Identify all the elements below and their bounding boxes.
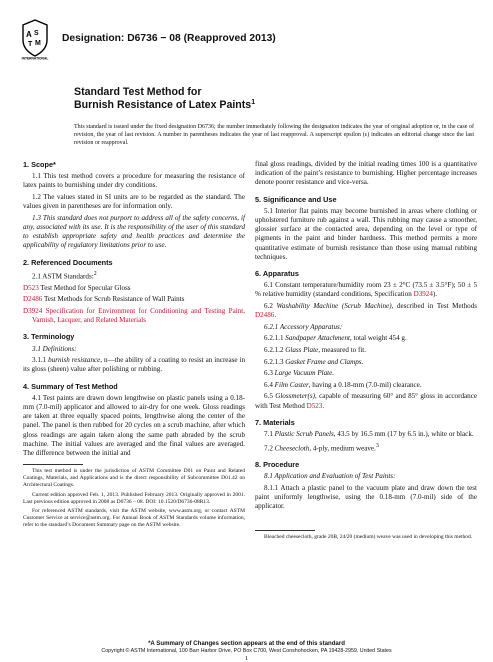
- summary-continued: final gloss readings, divided by the initial reading times 100 is a quantitative indication of the paint’s resistance to burnishing. Higher percentage increases denote poorer resistance and vice-versa.: [255, 160, 477, 187]
- apparatus-6-2-1-2: 6.2.1.2 Glass Plate, measured to fit.: [264, 346, 367, 355]
- materials-heading: 7. Materials: [255, 417, 295, 427]
- link-d2486[interactable]: D2486: [23, 295, 43, 304]
- title-line1: Standard Test Method for: [74, 86, 202, 98]
- summary-heading: 4. Summary of Test Method: [23, 381, 118, 391]
- left-column: [23, 160, 245, 531]
- footnote-divider: [23, 464, 83, 465]
- apparatus-heading: 6. Apparatus: [255, 269, 299, 279]
- svg-text:S: S: [34, 30, 39, 37]
- page-title: [74, 86, 414, 112]
- scope-1-2: 1.2 The values stated in SI units are to be regarded as the standard. The values given in parentheses are for information only.: [23, 193, 245, 211]
- terminology-heading: 3. Terminology: [23, 332, 75, 342]
- preface: This standard is issued under the fixed designation D6736; the number immediately following the designation indicates the year of original adoption or, in the case of revision, the year of last revision. A number in parentheses indicates the year of last reapproval. A superscript epsilon (ε) indicates an editorial change since the last revision or reapproval.: [74, 124, 474, 146]
- link-d523-method[interactable]: D523: [306, 401, 323, 410]
- page-number: 1: [244, 655, 249, 662]
- materials-7-1: 7.1 Plastic Scrub Panels, 43.5 by 16.5 mm (17 by 6.5 in.), white or black.: [264, 430, 474, 438]
- apparatus-6-4: 6.4 Film Caster, having a 0.18-mm (7.0-mil) clearance.: [264, 380, 422, 389]
- reference-d3924: D3924 Specification for Environment for Conditioning and Testing Paint, Varnish, Lacquer, and Related Materials: [23, 306, 245, 325]
- procedure-8-1: 8.1 Application and Evaluation of Test Paints:: [264, 472, 396, 481]
- scope-1-3: 1.3 This standard does not purport to address all of the safety concerns, if any, associated with its use. It is the responsibility of the user of this standard to establish appropriate safety and health practices and determine the applicability of regulatory limitations prior to use.: [23, 213, 245, 250]
- footnote-ref-3[interactable]: 3: [375, 442, 379, 449]
- link-d523[interactable]: D523: [23, 283, 39, 292]
- apparatus-6-2: 6.2 Washability Machine (Scrub Machine), described in Test Methods D2486.: [255, 302, 478, 320]
- apparatus-6-5: 6.5 Glossmeter(s), capable of measuring 60° and 85° gloss in accordance with Test Method D523.: [255, 392, 478, 410]
- significance-5-1: 5.1 Interior flat paints may become burnished in areas where clothing or upholstered furniture rub against a wall. This rubbing may cause a smoother, glossier surface at the contacted area, depending on the level or type of pigments in the paint and binder hardness. This method permits a more quantitative estimate of burnish resistance than those using manual rubbing techniques.: [255, 206, 477, 261]
- footnote-1b: Current edition approved Feb. 1, 2013. Published February 2013. Originally approved in 2001. Last previous edition approved in 2008 as D6736 – 08. DOI: 10.1520/D6736-08R13.: [23, 491, 245, 505]
- footnote-3: Bleached cheesecloth, grade 20B, 24/20 (medium) weave was used in developing this method.: [264, 533, 473, 540]
- scope-heading: 1. Scope*: [23, 160, 56, 169]
- link-d3924[interactable]: D3924: [23, 306, 43, 315]
- reference-d523: D523 Test Method for Specular Gloss: [23, 283, 131, 292]
- apparatus-6-3: 6.3 Large Vacuum Plate.: [264, 369, 335, 378]
- link-d3924-spec[interactable]: D3924: [413, 290, 433, 299]
- apparatus-6-2-1-1: 6.2.1.1 Sandpaper Attachment, total weight 454 g.: [264, 334, 407, 343]
- procedure-heading: 8. Procedure: [255, 460, 300, 470]
- apparatus-6-2-1-3: 6.2.1.3 Gasket Frame and Clamps.: [264, 357, 364, 366]
- svg-text:A: A: [26, 30, 32, 39]
- svg-text:M: M: [35, 40, 41, 47]
- copyright: Copyright © ASTM International, 100 Barr Harbor Drive, PO Box C700, West Conshohocken, PA 19428-2959. United States: [101, 648, 392, 654]
- footnote-2: For referenced ASTM standards, visit the ASTM website, www.astm.org, or contact ASTM Customer Service at service@astm.org. For Annual Book of ASTM Standards volume information, refer to the standard’s Document Summary page on the ASTM website.: [23, 507, 245, 528]
- summary-4-1: 4.1 Test paints are drawn down lengthwise on plastic panels using a 0.18-mm (7.0-mil) applicator and allowed to air-dry for one week. Gloss readings are taken at three equally spaced points, lengthwise along the center of the panel. The panel is then rubbed for 20 cycles on a scrub machine, after which gloss readings are again taken along the same path abraded by the scrub machine. The initial values are averaged and the final values are averaged. The difference between the initial and: [23, 393, 245, 457]
- significance-heading: 5. Significance and Use: [255, 194, 337, 204]
- reference-d2486: D2486 Test Methods for Scrub Resistance of Wall Paints: [23, 295, 185, 304]
- svg-text:T: T: [28, 41, 33, 48]
- apparatus-6-2-1: 6.2.1 Accessory Apparatus:: [264, 322, 343, 331]
- procedure-8-1-1: 8.1.1 Attach a plastic panel to the vacuum plate and draw down the test paint uniformly lengthwise, using the 0.18-mm (7.0-mil) side of the applicator.: [255, 483, 477, 511]
- title-footnote-ref[interactable]: 1: [251, 99, 256, 106]
- designation: Designation: D6736 − 08 (Reapproved 2013): [62, 33, 276, 44]
- link-d2486-methods[interactable]: D2486: [255, 311, 275, 320]
- materials-7-2: 7.2 Cheesecloth, 4-ply, medium weave.$^3$: [264, 442, 379, 452]
- summary-of-changes-note: *A Summary of Changes section appears at the end of this standard: [148, 640, 345, 647]
- terminology-3-1: 3.1 Definitions:: [32, 344, 77, 353]
- apparatus-6-1: 6.1 Constant temperature/humidity room 23 ± 2°C (73.5 ± 3.5°F); 50 ± 5 % relative humidity (standard conditions, Specification D3924).: [255, 281, 477, 299]
- footnote-divider-right: [255, 530, 315, 531]
- astm-logo-icon: [20, 18, 50, 60]
- astm-standards-intro: 2.1 ASTM Standards:$^2$: [32, 270, 97, 281]
- terminology-3-1-1: 3.1.1 burnish resistance, n—the ability of a coating to resist an increase in its gloss (sheen) value after polishing or rubbing.: [23, 356, 245, 374]
- scope-1-1: 1.1 This test method covers a procedure for measuring the resistance of latex paints to burnishing under dry conditions.: [23, 172, 245, 190]
- footnote-1: This test method is under the jurisdiction of ASTM Committee D01 on Paint and Related Coatings, Materials, and Applications and is the direct responsibility of Subcommittee D01.42 on Architectural Coatings.: [23, 468, 245, 489]
- right-column: [255, 160, 477, 543]
- footnote-ref-2[interactable]: 2: [93, 270, 97, 277]
- referenced-docs-heading: 2. Referenced Documents: [23, 257, 113, 267]
- logo-text: INTERNATIONAL: [21, 56, 49, 60]
- title-line2: Burnish Resistance of Latex Paints$^1$: [74, 99, 256, 111]
